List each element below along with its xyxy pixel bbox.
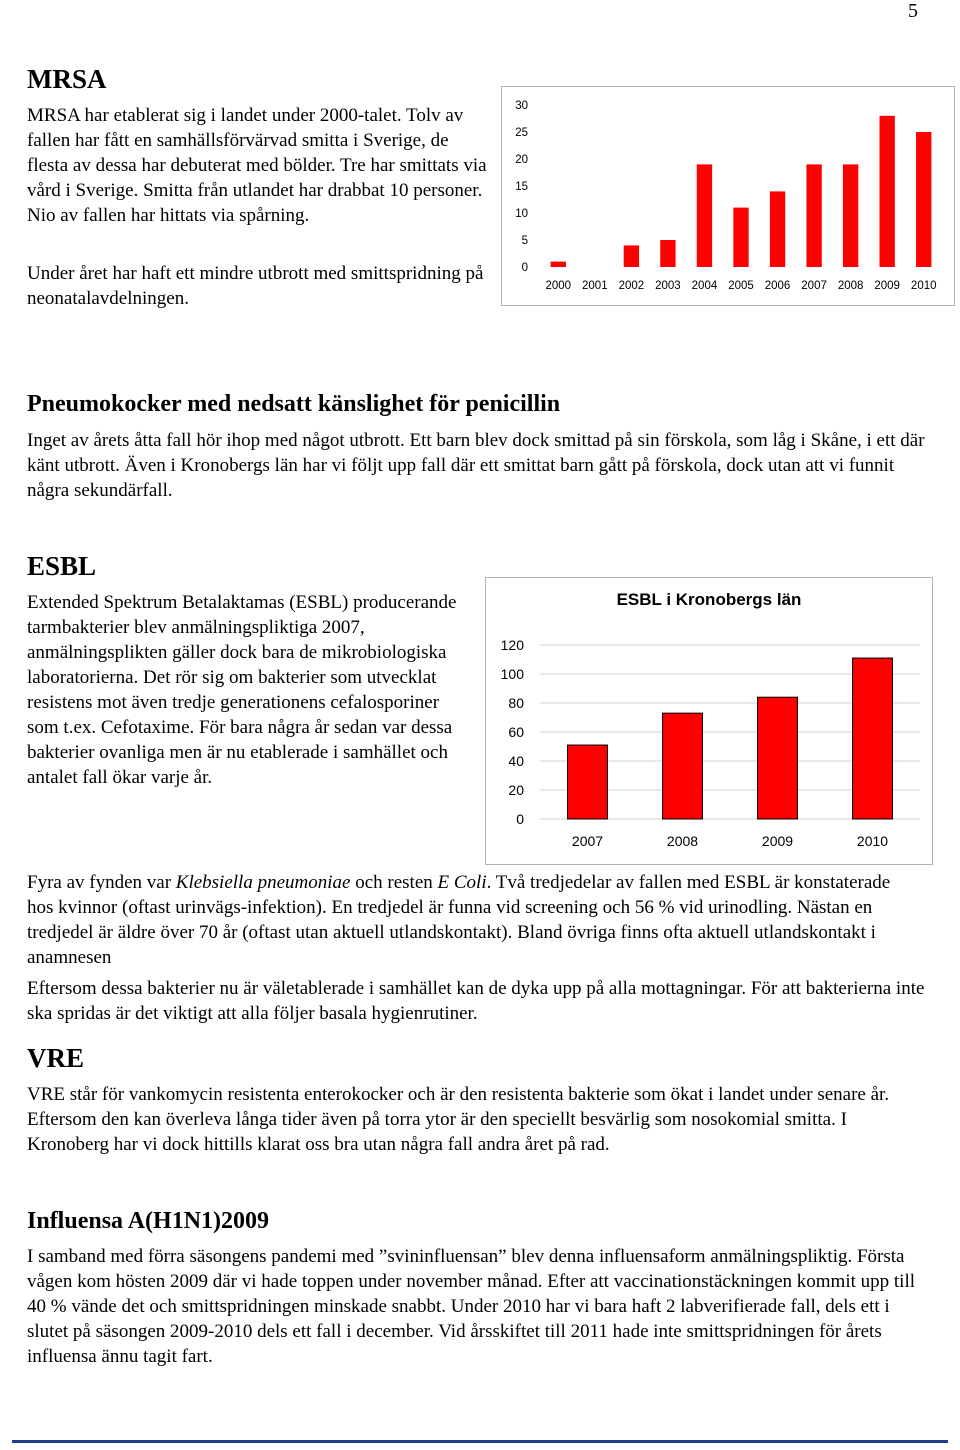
influensa-paragraph: I samband med förra säsongens pandemi med ”svininfluensan” blev denna influensaform anmälningspliktig. Första vågen kom hösten 2009 där vi hade toppen under november månad. Efter att vaccinationstäckningen kommit upp till 40 % vände det och smittspridningen minskade snabbt. Under 2010 har vi bara haft 2 labverifierade fall, dels ett i slutet på säsongen 2009-2010 dels ett fall i december. Vid årsskiftet till 2011 hade inte smittspridningen för årets influensa ännu tagit fart.	[27, 1246, 916, 1367]
mrsa-chart-bar-2003	[660, 240, 675, 267]
esbl-chart-ytick-label: 100	[500, 665, 524, 682]
mrsa-chart-bar-2007	[806, 164, 821, 267]
esbl-chart-xtick-label: 2007	[571, 833, 604, 849]
mrsa-chart-bar-2002	[624, 245, 639, 267]
esbl-paragraph-1: Extended Spektrum Betalaktamas (ESBL) producerande tarmbakterier blev anmälningspliktiga 2007, anmälningsplikten gäller dock bara de mikrobiologiska laboratorierna. Det rör sig om bakterier som utvecklat resistens mot även tredje generationens cefalosporiner som t.ex. Cefotaxime. För bara några år sedan var dessa bakterier ovanliga men är nu etablerade i samhället och antalet fall ökar varje år.	[27, 592, 457, 788]
esbl-chart-ytick-label: 0	[516, 810, 524, 827]
page-number: 5	[908, 0, 918, 22]
esbl-chart-ytick-label: 40	[508, 752, 524, 769]
esbl-chart-bar-2009	[758, 697, 798, 819]
esbl-chart-ytick-label: 60	[508, 723, 524, 740]
mrsa-chart-xtick-label: 2006	[764, 280, 791, 292]
esbl-chart-xtick-label: 2010	[856, 833, 889, 849]
influensa-title: Influensa A(H1N1)2009	[27, 1208, 270, 1234]
page-bottom-rule	[12, 1440, 948, 1443]
mrsa-chart-bar-2009	[880, 116, 895, 267]
esbl-p2-text-c: . Två tredjedelar av fallen med ESBL är konstaterade hos kvinnor (oftast urinvägs-infektion). En tredjedel är funna vid screening och 56 % vid urinodling. Nästan en tredjedel är äldre över 70 år (oftast utan aktuell utlandskontakt). Bland övriga finns ofta aktuell utlandskontakt i anamnesen	[27, 872, 891, 968]
mrsa-chart-ytick-label: 20	[515, 154, 528, 167]
esbl-chart-bar-2008	[663, 713, 703, 819]
esbl-chart-bar-2007	[568, 745, 608, 819]
mrsa-chart-bar-2000	[551, 262, 566, 267]
esbl-paragraph-3: Eftersom dessa bakterier nu är väletablerade i samhället kan de dyka upp på alla mottagningar. För att bakterierna inte ska spridas är det viktigt att alla följer basala hygienrutiner.	[27, 978, 925, 1024]
pneumo-title: Pneumokocker med nedsatt känslighet för penicillin	[27, 391, 561, 417]
mrsa-chart-frame	[501, 86, 955, 306]
esbl-title: ESBL	[27, 551, 97, 581]
mrsa-chart-bar-2010	[916, 132, 931, 267]
mrsa-chart-xtick-label: 2005	[728, 280, 754, 292]
mrsa-chart-bar-2004	[697, 164, 712, 267]
mrsa-chart-bar-2006	[770, 191, 785, 267]
mrsa-chart-xtick-label: 2003	[655, 280, 681, 292]
mrsa-chart-xtick-label: 2010	[910, 280, 937, 292]
mrsa-chart-ytick-label: 0	[521, 262, 528, 275]
mrsa-chart-xtick-label: 2002	[618, 280, 645, 292]
mrsa-chart-ytick-label: 25	[515, 127, 528, 140]
esbl-p2-text-b: och resten	[350, 872, 438, 893]
mrsa-chart-xtick-label: 2000	[545, 280, 572, 292]
esbl-chart	[486, 578, 932, 864]
esbl-chart-title: ESBL i Kronobergs län	[616, 590, 802, 609]
esbl-p2-text-a: Fyra av fynden var	[27, 872, 176, 893]
esbl-chart-ytick-label: 20	[508, 781, 524, 798]
pneumo-paragraph: Inget av årets åtta fall hör ihop med något utbrott. Ett barn blev dock smittad på sin förskola, som låg i Skåne, i ett där känt utbrott. Även i Kronobergs län har vi följt upp fall där ett smittat barn gått på förskola, dock utan att vi funnit några sekundärfall.	[27, 430, 925, 501]
mrsa-chart-xtick-label: 2001	[582, 280, 608, 292]
mrsa-chart-xtick-label: 2008	[837, 280, 864, 292]
esbl-chart-xtick-label: 2009	[761, 833, 794, 849]
esbl-paragraph-2	[27, 845, 907, 970]
mrsa-paragraph-1: MRSA har etablerat sig i landet under 2000-talet. Tolv av fallen har fått en samhällsförvärvad smitta i Sverige, de flesta av dessa har debuterat med bölder. Tre har smittats via vård i Sverige. Smitta från utlandet har drabbat 10 personer. Nio av fallen har hittats via spårning.	[27, 105, 487, 226]
mrsa-chart	[502, 87, 954, 305]
esbl-chart-bar-2010	[853, 658, 893, 819]
mrsa-chart-xtick-label: 2007	[801, 280, 827, 292]
mrsa-chart-bar-2008	[843, 164, 858, 267]
esbl-chart-ytick-label: 80	[508, 694, 524, 711]
esbl-chart-ytick-label: 120	[500, 636, 524, 653]
mrsa-paragraph-2: Under året har haft ett mindre utbrott med smittspridning på neonatalavdelningen.	[27, 263, 484, 309]
esbl-chart-xtick-label: 2008	[666, 833, 699, 849]
vre-paragraph: VRE står för vankomycin resistenta enterokocker och är den resistenta bakterie som ökat i landet under senare år. Eftersom den kan överleva långa tider även på torra ytor är den speciellt besvärlig som nosokomial smitta. I Kronoberg har vi dock hittills klarat oss bra utan några fall andra året på rad.	[27, 1084, 890, 1155]
mrsa-chart-ytick-label: 15	[515, 181, 528, 194]
mrsa-chart-ytick-label: 30	[515, 100, 528, 113]
mrsa-title: MRSA	[27, 64, 107, 94]
mrsa-chart-bar-2005	[733, 208, 748, 267]
mrsa-chart-xtick-label: 2004	[691, 280, 718, 292]
vre-title: VRE	[27, 1043, 85, 1073]
esbl-p2-ecoli: E Coli	[437, 872, 487, 893]
mrsa-chart-ytick-label: 5	[521, 235, 528, 248]
mrsa-chart-ytick-label: 10	[515, 208, 528, 221]
mrsa-chart-xtick-label: 2009	[874, 280, 900, 292]
esbl-chart-frame	[485, 577, 933, 865]
esbl-p2-klebsiella: Klebsiella pneumoniae	[175, 872, 351, 893]
